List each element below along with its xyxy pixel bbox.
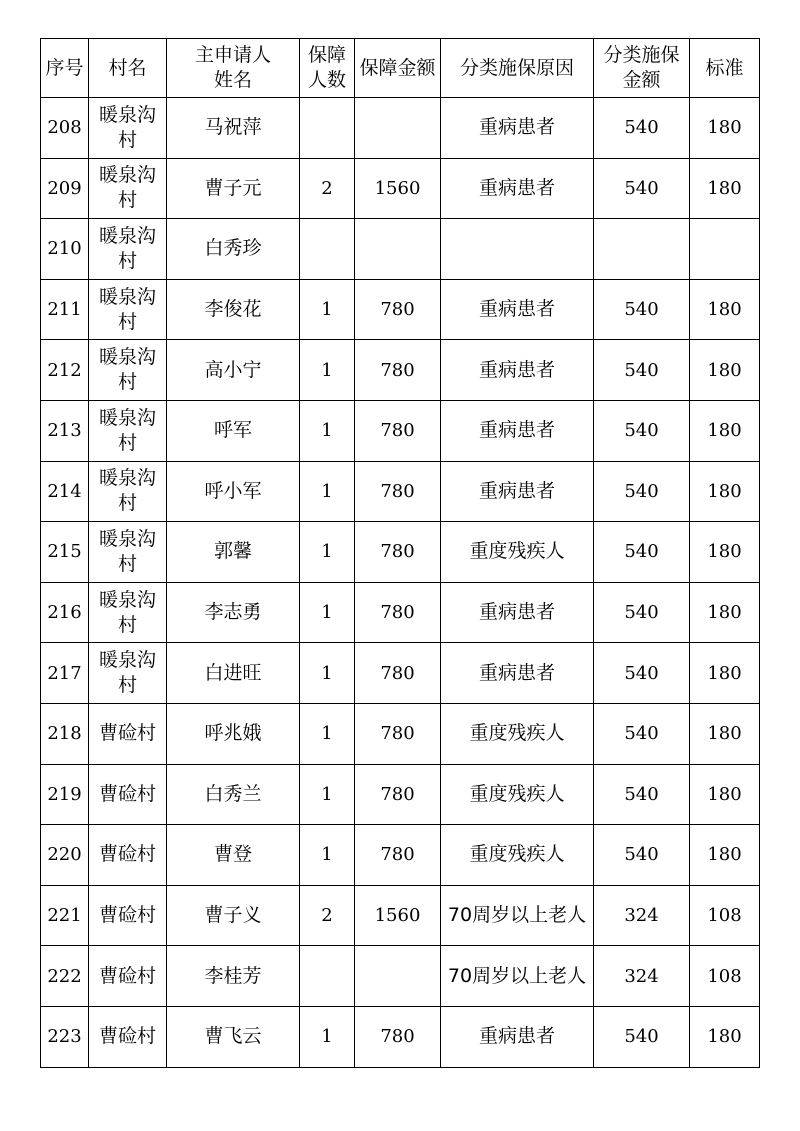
cell-class-amount: 540 [594,764,690,825]
cell-village: 暖泉沟村 [89,461,167,522]
cell-amount: 780 [355,400,441,461]
cell-applicant: 呼兆娥 [167,703,300,764]
cell-seq: 222 [41,946,89,1007]
cell-reason: 重病患者 [441,643,594,704]
cell-amount: 780 [355,643,441,704]
cell-reason: 重度残疾人 [441,522,594,583]
cell-village: 暖泉沟村 [89,643,167,704]
header-applicant: 主申请人姓名 [167,39,300,98]
cell-amount: 780 [355,461,441,522]
cell-standard: 180 [690,764,760,825]
cell-seq: 211 [41,279,89,340]
cell-applicant: 白进旺 [167,643,300,704]
cell-applicant: 曹飞云 [167,1006,300,1067]
table-row [41,703,760,764]
cell-class-amount: 540 [594,461,690,522]
cell-reason: 重度残疾人 [441,703,594,764]
table-body [41,98,760,1068]
cell-seq: 218 [41,703,89,764]
cell-village: 曹硷村 [89,885,167,946]
cell-village: 暖泉沟村 [89,279,167,340]
cell-persons [300,219,355,280]
cell-standard: 180 [690,461,760,522]
cell-class-amount: 540 [594,340,690,401]
cell-standard: 180 [690,98,760,159]
cell-seq: 216 [41,582,89,643]
cell-amount: 780 [355,1006,441,1067]
cell-applicant: 呼军 [167,400,300,461]
cell-applicant: 呼小军 [167,461,300,522]
cell-standard: 108 [690,885,760,946]
cell-reason: 重病患者 [441,98,594,159]
cell-amount: 780 [355,522,441,583]
cell-reason: 重病患者 [441,400,594,461]
cell-standard: 180 [690,400,760,461]
table-row [41,98,760,159]
cell-reason: 重病患者 [441,1006,594,1067]
table-row [41,522,760,583]
cell-persons: 1 [300,703,355,764]
cell-class-amount: 540 [594,158,690,219]
cell-standard: 180 [690,158,760,219]
table-row [41,643,760,704]
cell-applicant: 李桂芳 [167,946,300,1007]
cell-standard: 180 [690,825,760,886]
cell-seq: 215 [41,522,89,583]
header-seq: 序号 [41,39,89,98]
cell-village: 暖泉沟村 [89,522,167,583]
cell-persons: 1 [300,279,355,340]
cell-persons [300,946,355,1007]
table-row [41,1006,760,1067]
table-row [41,219,760,280]
cell-village: 暖泉沟村 [89,582,167,643]
cell-persons: 1 [300,643,355,704]
cell-seq: 212 [41,340,89,401]
cell-seq: 214 [41,461,89,522]
cell-class-amount: 540 [594,643,690,704]
cell-village: 曹硷村 [89,946,167,1007]
cell-amount [355,98,441,159]
cell-class-amount: 324 [594,885,690,946]
header-standard: 标准 [690,39,760,98]
cell-village: 暖泉沟村 [89,340,167,401]
header-village: 村名 [89,39,167,98]
table-row [41,279,760,340]
table-row [41,764,760,825]
cell-persons: 2 [300,158,355,219]
cell-amount: 780 [355,764,441,825]
table-row [41,158,760,219]
cell-amount: 780 [355,279,441,340]
cell-reason: 重病患者 [441,340,594,401]
cell-class-amount: 540 [594,582,690,643]
cell-seq: 209 [41,158,89,219]
cell-persons: 1 [300,825,355,886]
cell-applicant: 曹子元 [167,158,300,219]
cell-village: 曹硷村 [89,825,167,886]
cell-persons: 1 [300,400,355,461]
cell-applicant: 白秀珍 [167,219,300,280]
cell-class-amount: 540 [594,703,690,764]
cell-reason: 重病患者 [441,461,594,522]
cell-persons: 1 [300,522,355,583]
header-reason: 分类施保原因 [441,39,594,98]
cell-class-amount: 324 [594,946,690,1007]
cell-village: 暖泉沟村 [89,219,167,280]
cell-village: 曹硷村 [89,764,167,825]
table-row [41,582,760,643]
cell-village: 曹硷村 [89,703,167,764]
cell-seq: 213 [41,400,89,461]
cell-applicant: 白秀兰 [167,764,300,825]
cell-amount: 780 [355,825,441,886]
cell-class-amount [594,219,690,280]
table-row [41,340,760,401]
cell-persons: 1 [300,764,355,825]
cell-reason: 重度残疾人 [441,825,594,886]
table-row [41,825,760,886]
cell-village: 暖泉沟村 [89,400,167,461]
cell-persons: 1 [300,461,355,522]
cell-applicant: 李志勇 [167,582,300,643]
cell-class-amount: 540 [594,279,690,340]
cell-persons: 1 [300,1006,355,1067]
cell-village: 暖泉沟村 [89,98,167,159]
header-persons: 保障人数 [300,39,355,98]
cell-seq: 220 [41,825,89,886]
cell-applicant: 曹登 [167,825,300,886]
cell-seq: 208 [41,98,89,159]
cell-amount [355,946,441,1007]
cell-standard: 180 [690,703,760,764]
cell-reason: 重病患者 [441,582,594,643]
header-class-amount: 分类施保金额 [594,39,690,98]
table-row [41,461,760,522]
cell-seq: 219 [41,764,89,825]
header-amount: 保障金额 [355,39,441,98]
cell-standard: 180 [690,643,760,704]
header-row [41,39,760,98]
cell-class-amount: 540 [594,1006,690,1067]
assistance-roster-table [40,38,760,1068]
cell-amount: 1560 [355,885,441,946]
table-row [41,400,760,461]
cell-standard: 180 [690,340,760,401]
table-row [41,946,760,1007]
cell-persons: 2 [300,885,355,946]
cell-reason: 重病患者 [441,158,594,219]
cell-class-amount: 540 [594,400,690,461]
cell-amount: 780 [355,582,441,643]
cell-seq: 210 [41,219,89,280]
cell-reason [441,219,594,280]
cell-amount [355,219,441,280]
cell-standard: 180 [690,522,760,583]
cell-village: 暖泉沟村 [89,158,167,219]
cell-applicant: 高小宁 [167,340,300,401]
cell-amount: 780 [355,340,441,401]
cell-persons: 1 [300,582,355,643]
cell-persons [300,98,355,159]
cell-applicant: 李俊花 [167,279,300,340]
cell-amount: 1560 [355,158,441,219]
cell-applicant: 郭馨 [167,522,300,583]
cell-reason: 重度残疾人 [441,764,594,825]
cell-seq: 223 [41,1006,89,1067]
cell-reason: 70周岁以上老人 [441,885,594,946]
cell-standard: 180 [690,279,760,340]
cell-class-amount: 540 [594,98,690,159]
cell-standard: 180 [690,582,760,643]
cell-amount: 780 [355,703,441,764]
cell-reason: 70周岁以上老人 [441,946,594,1007]
cell-applicant: 曹子义 [167,885,300,946]
cell-standard: 108 [690,946,760,1007]
cell-standard [690,219,760,280]
table-row [41,885,760,946]
cell-seq: 217 [41,643,89,704]
cell-applicant: 马祝萍 [167,98,300,159]
cell-class-amount: 540 [594,825,690,886]
cell-persons: 1 [300,340,355,401]
cell-village: 曹硷村 [89,1006,167,1067]
cell-standard: 180 [690,1006,760,1067]
cell-reason: 重病患者 [441,279,594,340]
cell-seq: 221 [41,885,89,946]
cell-class-amount: 540 [594,522,690,583]
